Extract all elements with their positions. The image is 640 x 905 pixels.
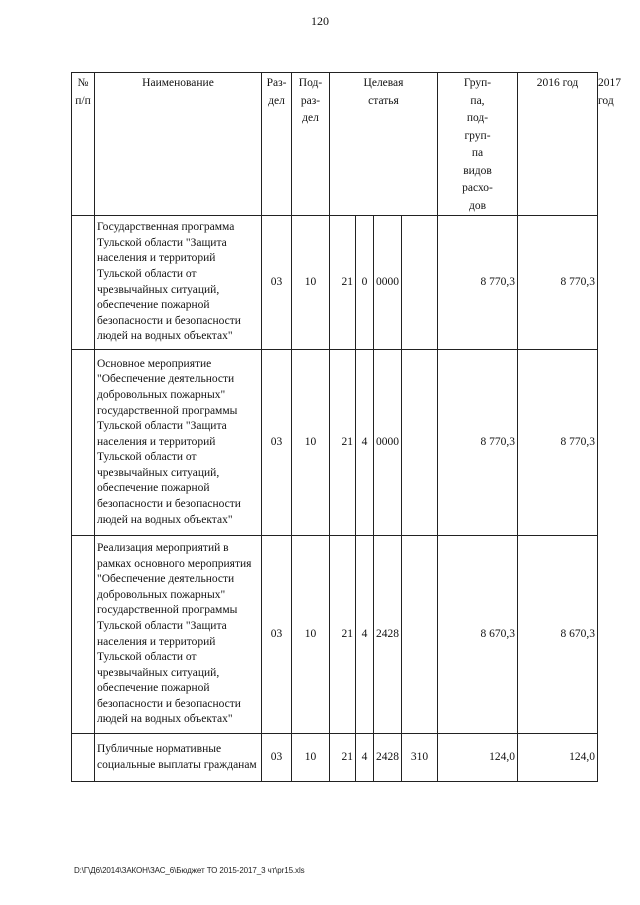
row-name: Публичные нормативные социальные выплаты гражданам [95,734,262,782]
row-amount-2016: 124,0 [438,734,518,782]
header-2016: 2016 год [518,73,598,216]
row-target-subprogram: 0 [356,216,374,350]
table-row [72,216,598,350]
row-expense-group [402,350,438,536]
row-section: 03 [262,536,292,734]
row-amount-2017: 8 670,3 [518,536,598,734]
header-expense-group: Груп-па, под-груп-па видов расхо-дов [438,73,518,216]
table-row [72,536,598,734]
row-target-subprogram: 4 [356,734,374,782]
table-row [72,734,598,782]
row-subsection: 10 [292,216,330,350]
row-target-direction: 2428 [374,536,402,734]
row-subsection: 10 [292,536,330,734]
row-name: Государственная программа Тульской области "Защита населения и территорий Тульской области от чрезвычайных ситуаций, обеспечение пожарной безопасности и безопасности людей на водных объектах" [95,216,262,350]
row-target-program: 21 [330,734,356,782]
row-subsection: 10 [292,734,330,782]
budget-table [71,72,621,782]
row-section: 03 [262,350,292,536]
row-name: Реализация мероприятий в рамках основного мероприятия "Обеспечение деятельности добровольных пожарных" государственной программы Тульской области "Защита населения и территорий Тульской области от чрезвычайных ситуаций, обеспечение пожарной безопасности и безопасности людей на водных объектах" [95,536,262,734]
header-name: Наименование [95,73,262,216]
row-target-direction: 0000 [374,350,402,536]
row-amount-2016: 8 770,3 [438,216,518,350]
row-amount-2016: 8 670,3 [438,536,518,734]
header-num: № п/п [72,73,95,216]
row-num [72,536,95,734]
row-num [72,216,95,350]
row-target-subprogram: 4 [356,350,374,536]
row-target-direction: 0000 [374,216,402,350]
header-subsection: Под-раз-дел [292,73,330,216]
row-target-program: 21 [330,216,356,350]
row-amount-2017: 124,0 [518,734,598,782]
row-expense-group [402,536,438,734]
row-target-direction: 2428 [374,734,402,782]
row-amount-2017: 8 770,3 [518,216,598,350]
row-expense-group [402,216,438,350]
page-number: 120 [311,14,329,28]
header-target-article: Целевая статья [330,73,438,216]
row-num [72,734,95,782]
header-section: Раз-дел [262,73,292,216]
row-expense-group: 310 [402,734,438,782]
table-row [72,350,598,536]
row-name: Основное мероприятие "Обеспечение деятельности добровольных пожарных" государственной программы Тульской области "Защита населения и территорий Тульской области от чрезвычайных ситуаций, обеспечение пожарной безопасности и безопасности людей на водных объектах" [95,350,262,536]
row-section: 03 [262,216,292,350]
header-row: № п/п Наименование Раз-дел Под-раз-дел Целевая статья Груп-па, под-груп-па видов расхо-дов 2016 год 2017 год [72,73,598,216]
row-section: 03 [262,734,292,782]
row-amount-2017: 8 770,3 [518,350,598,536]
row-target-program: 21 [330,350,356,536]
row-num [72,350,95,536]
file-path-footer: D:\Г\Д6\2014\ЗАКОН\ЗАС_6\Бюджет ТО 2015-2017_3 чт\pr15.xls [74,866,305,875]
row-amount-2016: 8 770,3 [438,350,518,536]
row-target-subprogram: 4 [356,536,374,734]
row-subsection: 10 [292,350,330,536]
row-target-program: 21 [330,536,356,734]
